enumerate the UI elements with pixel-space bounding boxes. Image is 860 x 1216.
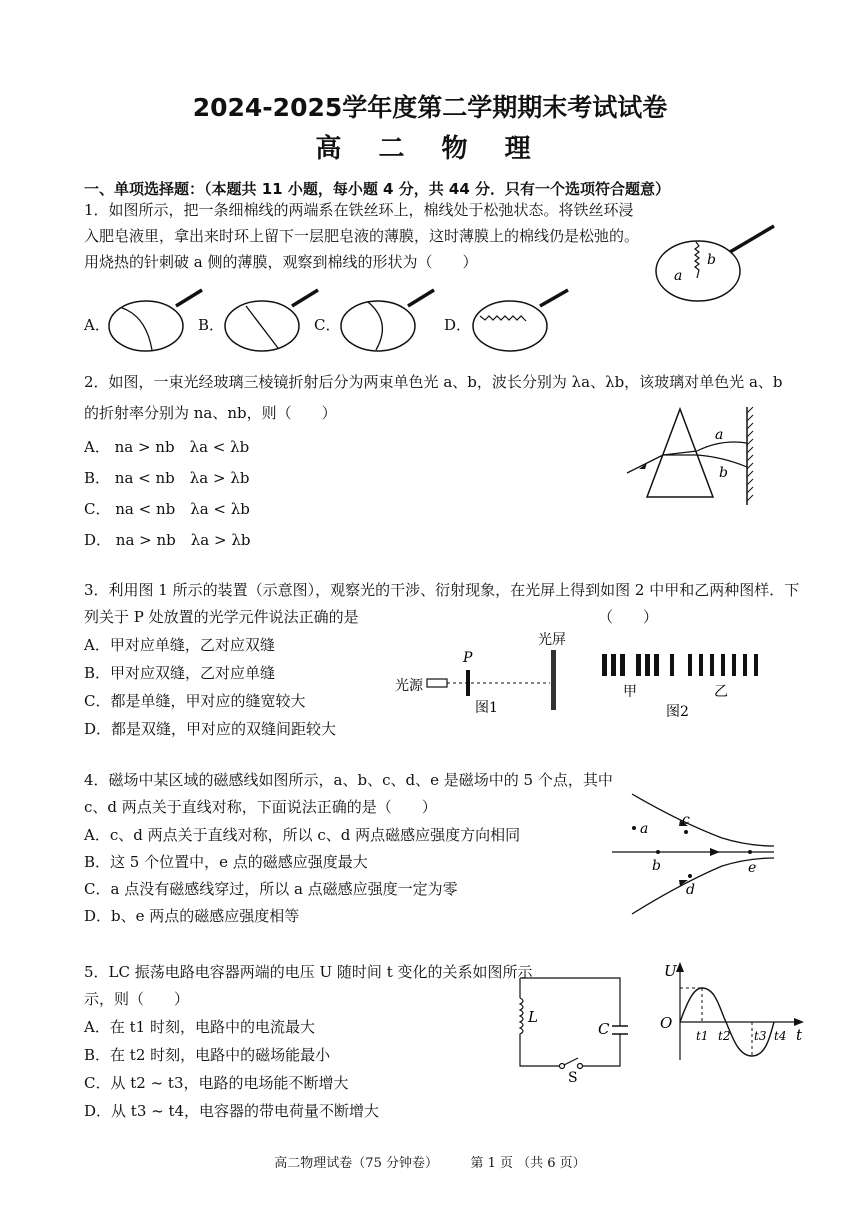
q2-label-b: b <box>719 465 728 481</box>
subject-title: 高 二 物 理 <box>315 134 545 164</box>
q5-option-a[interactable]: A．在 t1 时刻，电路中的电流最大 <box>84 1018 315 1036</box>
q5-option-c[interactable]: C．从 t2 ~ t3，电路的电场能不断增大 <box>84 1074 349 1092</box>
q3-fig1 <box>395 630 585 715</box>
q1-option-d-figure[interactable] <box>470 288 570 352</box>
q5-graph-t3: t3 <box>754 1029 767 1043</box>
q4-label-d: d <box>686 882 695 898</box>
q2-option-a[interactable]: A． na > nb λa < λb <box>84 438 250 456</box>
q1-label-b: b <box>707 252 716 268</box>
q5-graph-t1: t1 <box>696 1029 709 1043</box>
q3-screen-label: 光屏 <box>538 632 566 648</box>
q2-option-b[interactable]: B． na < nb λa > λb <box>84 469 250 487</box>
q3-line-1: 3．利用图 1 所示的装置（示意图），观察光的干涉、衍射现象，在光屏上得到如图 2 中甲和乙两种图样．下 <box>84 581 800 599</box>
q3-line-2: 列关于 P 处放置的光学元件说法正确的是 <box>84 608 359 626</box>
q3-fig1-label: 图1 <box>475 700 498 716</box>
q2-option-c[interactable]: C． na < nb λa < λb <box>84 500 250 518</box>
q2-prism-figure <box>625 405 775 505</box>
q5-graph-u: U <box>664 962 677 980</box>
q5-voltage-graph <box>658 960 808 1070</box>
q1-line-3: 用烧热的针刺破 a 侧的薄膜，观察到棉线的形状为（ ） <box>84 253 478 271</box>
q3-yi-label: 乙 <box>714 684 728 700</box>
q4-option-b[interactable]: B．这 5 个位置中，e 点的磁感应强度最大 <box>84 853 368 871</box>
q3-option-c[interactable]: C．都是单缝，甲对应的缝宽较大 <box>84 692 306 710</box>
q2-label-a: a <box>715 427 724 443</box>
q4-label-e: e <box>748 860 757 876</box>
q2-option-d[interactable]: D． na > nb λa > λb <box>84 531 251 549</box>
q1-option-c[interactable]: C． <box>314 316 341 334</box>
q1-main-figure <box>650 226 780 306</box>
q4-line-1: 4．磁场中某区域的磁感线如图所示，a、b、c、d、e 是磁场中的 5 个点，其中 <box>84 771 613 789</box>
q1-option-d[interactable]: D． <box>444 316 472 334</box>
q3-fig2-label: 图2 <box>666 704 689 720</box>
q3-option-a[interactable]: A．甲对应单缝，乙对应双缝 <box>84 636 275 654</box>
q5-graph-t4: t4 <box>774 1029 787 1043</box>
q3-option-b[interactable]: B．甲对应双缝，乙对应单缝 <box>84 664 276 682</box>
q4-option-d[interactable]: D．b、e 两点的磁感应强度相等 <box>84 907 300 925</box>
q4-label-b: b <box>652 858 661 874</box>
q1-option-a[interactable]: A． <box>84 316 110 334</box>
q3-paren: （ ） <box>598 608 659 626</box>
q5-label-s: S <box>568 1070 578 1086</box>
q5-line-1: 5．LC 振荡电路电容器两端的电压 U 随时间 t 变化的关系如图所示 <box>84 963 533 981</box>
q3-option-d[interactable]: D．都是双缝，甲对应的双缝间距较大 <box>84 720 337 738</box>
q5-line-2: 示，则（ ） <box>84 990 190 1008</box>
q3-fig2 <box>598 652 768 718</box>
q5-label-c: C <box>598 1020 610 1038</box>
q1-option-a-figure[interactable] <box>106 288 204 352</box>
q4-option-c[interactable]: C．a 点没有磁感线穿过，所以 a 点磁感应强度一定为零 <box>84 880 458 898</box>
section-heading: 一、单项选择题：（本题共 11 小题，每小题 4 分，共 44 分．只有一个选项符合题意） <box>84 180 671 198</box>
q5-graph-t: t <box>796 1026 803 1044</box>
q4-line-2: c、d 两点关于直线对称，下面说法正确的是（ ） <box>84 798 437 816</box>
q1-line-2: 入肥皂液里，拿出来时环上留下一层肥皂液的薄膜，这时薄膜上的棉线仍是松弛的。 <box>84 227 640 245</box>
q3-source-label: 光源 <box>395 678 423 694</box>
q1-label-a: a <box>674 268 683 284</box>
q5-circuit-figure <box>512 974 637 1086</box>
q4-field-figure <box>610 790 780 920</box>
q5-label-l: L <box>528 1008 538 1026</box>
q1-option-c-figure[interactable] <box>338 288 436 352</box>
q1-line-1: 1．如图所示，把一条细棉线的两端系在铁丝环上，棉线处于松弛状态。将铁丝环浸 <box>84 201 634 219</box>
q3-jia-label: 甲 <box>623 684 637 700</box>
exam-title: 2024-2025学年度第二学期期末考试试卷 <box>192 93 668 122</box>
q3-p-label: P <box>463 650 473 666</box>
q5-graph-t2: t2 <box>718 1029 731 1043</box>
q4-label-c: c <box>682 812 690 828</box>
q1-option-b-figure[interactable] <box>222 288 320 352</box>
page-footer: 高二物理试卷（75 分钟卷） 第 1 页 （共 6 页） <box>274 1156 586 1171</box>
q2-line-1: 2．如图，一束光经玻璃三棱镜折射后分为两束单色光 a、b，波长分别为 λa、λb，该玻璃对单色光 a、b <box>84 373 783 391</box>
q4-option-a[interactable]: A．c、d 两点关于直线对称，所以 c、d 两点磁感应强度方向相同 <box>84 826 521 844</box>
q4-label-a: a <box>640 821 649 837</box>
q2-line-2: 的折射率分别为 na、nb，则（ ） <box>84 404 337 422</box>
q1-option-b[interactable]: B． <box>198 316 225 334</box>
q5-option-b[interactable]: B．在 t2 时刻，电路中的磁场能最小 <box>84 1046 331 1064</box>
q5-option-d[interactable]: D．从 t3 ~ t4，电容器的带电荷量不断增大 <box>84 1102 380 1120</box>
q5-graph-o: O <box>660 1014 673 1032</box>
